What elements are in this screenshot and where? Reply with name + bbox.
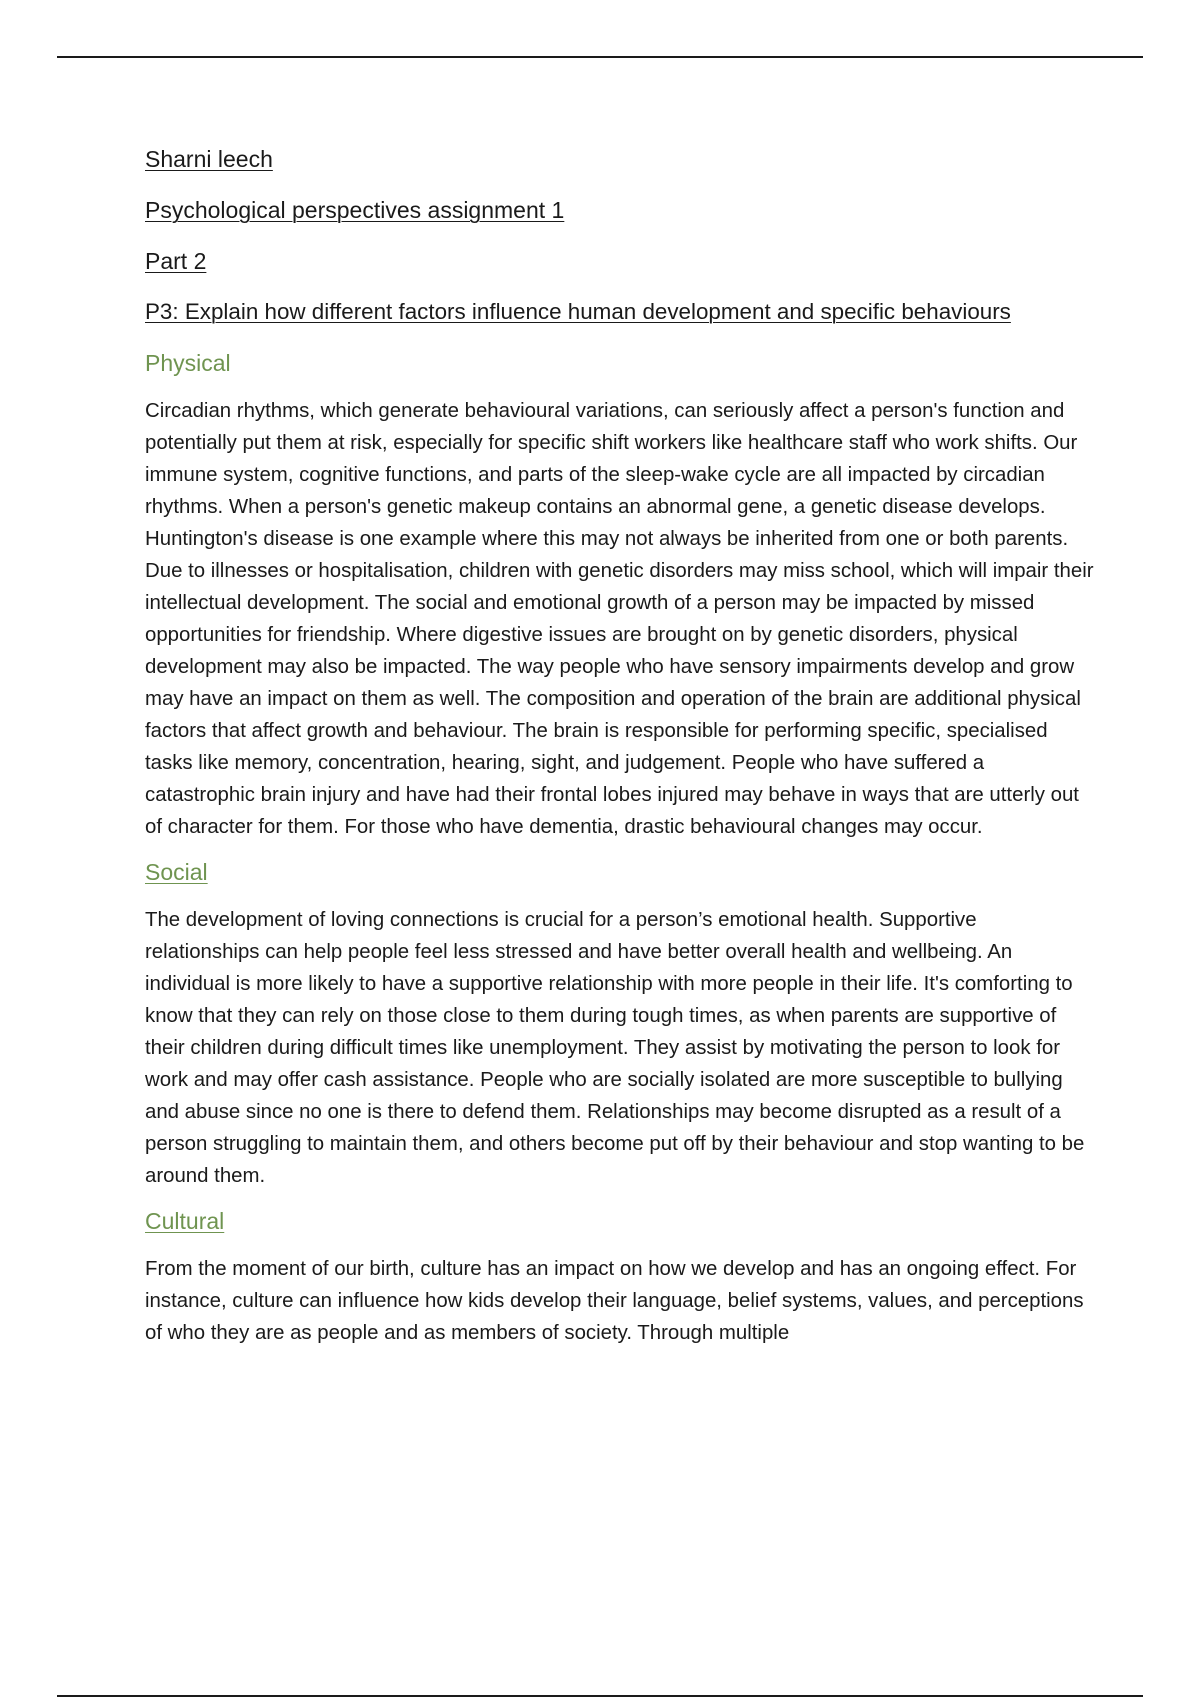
physical-heading: Physical	[145, 350, 231, 376]
social-paragraph: The development of loving connections is crucial for a person’s emotional health. Supportive relationships can help people feel less stressed and have better overall health and wellbeing. An individual is more likely to have a supportive relationship with more people in their life. It's comforting to know that they can rely on those close to them during tough times, as when parents are supportive of their children during difficult times like unemployment. They assist by motivating the person to look for work and may offer cash assistance. People who are socially isolated are more susceptible to bullying and abuse since no one is there to defend them. Relationships may become disrupted as a result of a person struggling to maintain them, and others become put off by their behaviour and stop wanting to be around them.	[145, 909, 1085, 1187]
bottom-page-rule	[57, 1695, 1143, 1697]
document-body	[145, 144, 1095, 1363]
cultural-paragraph: From the moment of our birth, culture has an impact on how we develop and has an ongoing effect. For instance, culture can influence how kids develop their language, belief systems, values, and perceptions of who they are as people and as members of society. Through multiple	[145, 1258, 1084, 1344]
cultural-heading: Cultural	[145, 1208, 225, 1234]
task-title: P3: Explain how different factors influence human development and specific behaviours	[145, 299, 1011, 324]
assignment-title: Psychological perspectives assignment 1	[145, 197, 565, 223]
physical-paragraph: Circadian rhythms, which generate behavioural variations, can seriously affect a person's function and potentially put them at risk, especially for specific shift workers like healthcare staff who work shifts. Our immune system, cognitive functions, and parts of the sleep-wake cycle are all impacted by circadian rhythms. When a person's genetic makeup contains an abnormal gene, a genetic disease develops. Huntington's disease is one example where this may not always be inherited from one or both parents. Due to illnesses or hospitalisation, children with genetic disorders may miss school, which will impair their intellectual development. The social and emotional growth of a person may be impacted by missed opportunities for friendship. Where digestive issues are brought on by genetic disorders, physical development may also be impacted. The way people who have sensory impairments develop and grow may have an impact on them as well. The composition and operation of the brain are additional physical factors that affect growth and behaviour. The brain is responsible for performing specific, specialised tasks like memory, concentration, hearing, sight, and judgement. People who have suffered a catastrophic brain injury and have had their frontal lobes injured may behave in ways that are utterly out of character for them. For those who have dementia, drastic behavioural changes may occur.	[145, 400, 1094, 838]
top-page-rule	[57, 56, 1143, 58]
social-heading: Social	[145, 859, 208, 885]
author-name: Sharni leech	[145, 146, 273, 172]
part-label: Part 2	[145, 248, 207, 274]
